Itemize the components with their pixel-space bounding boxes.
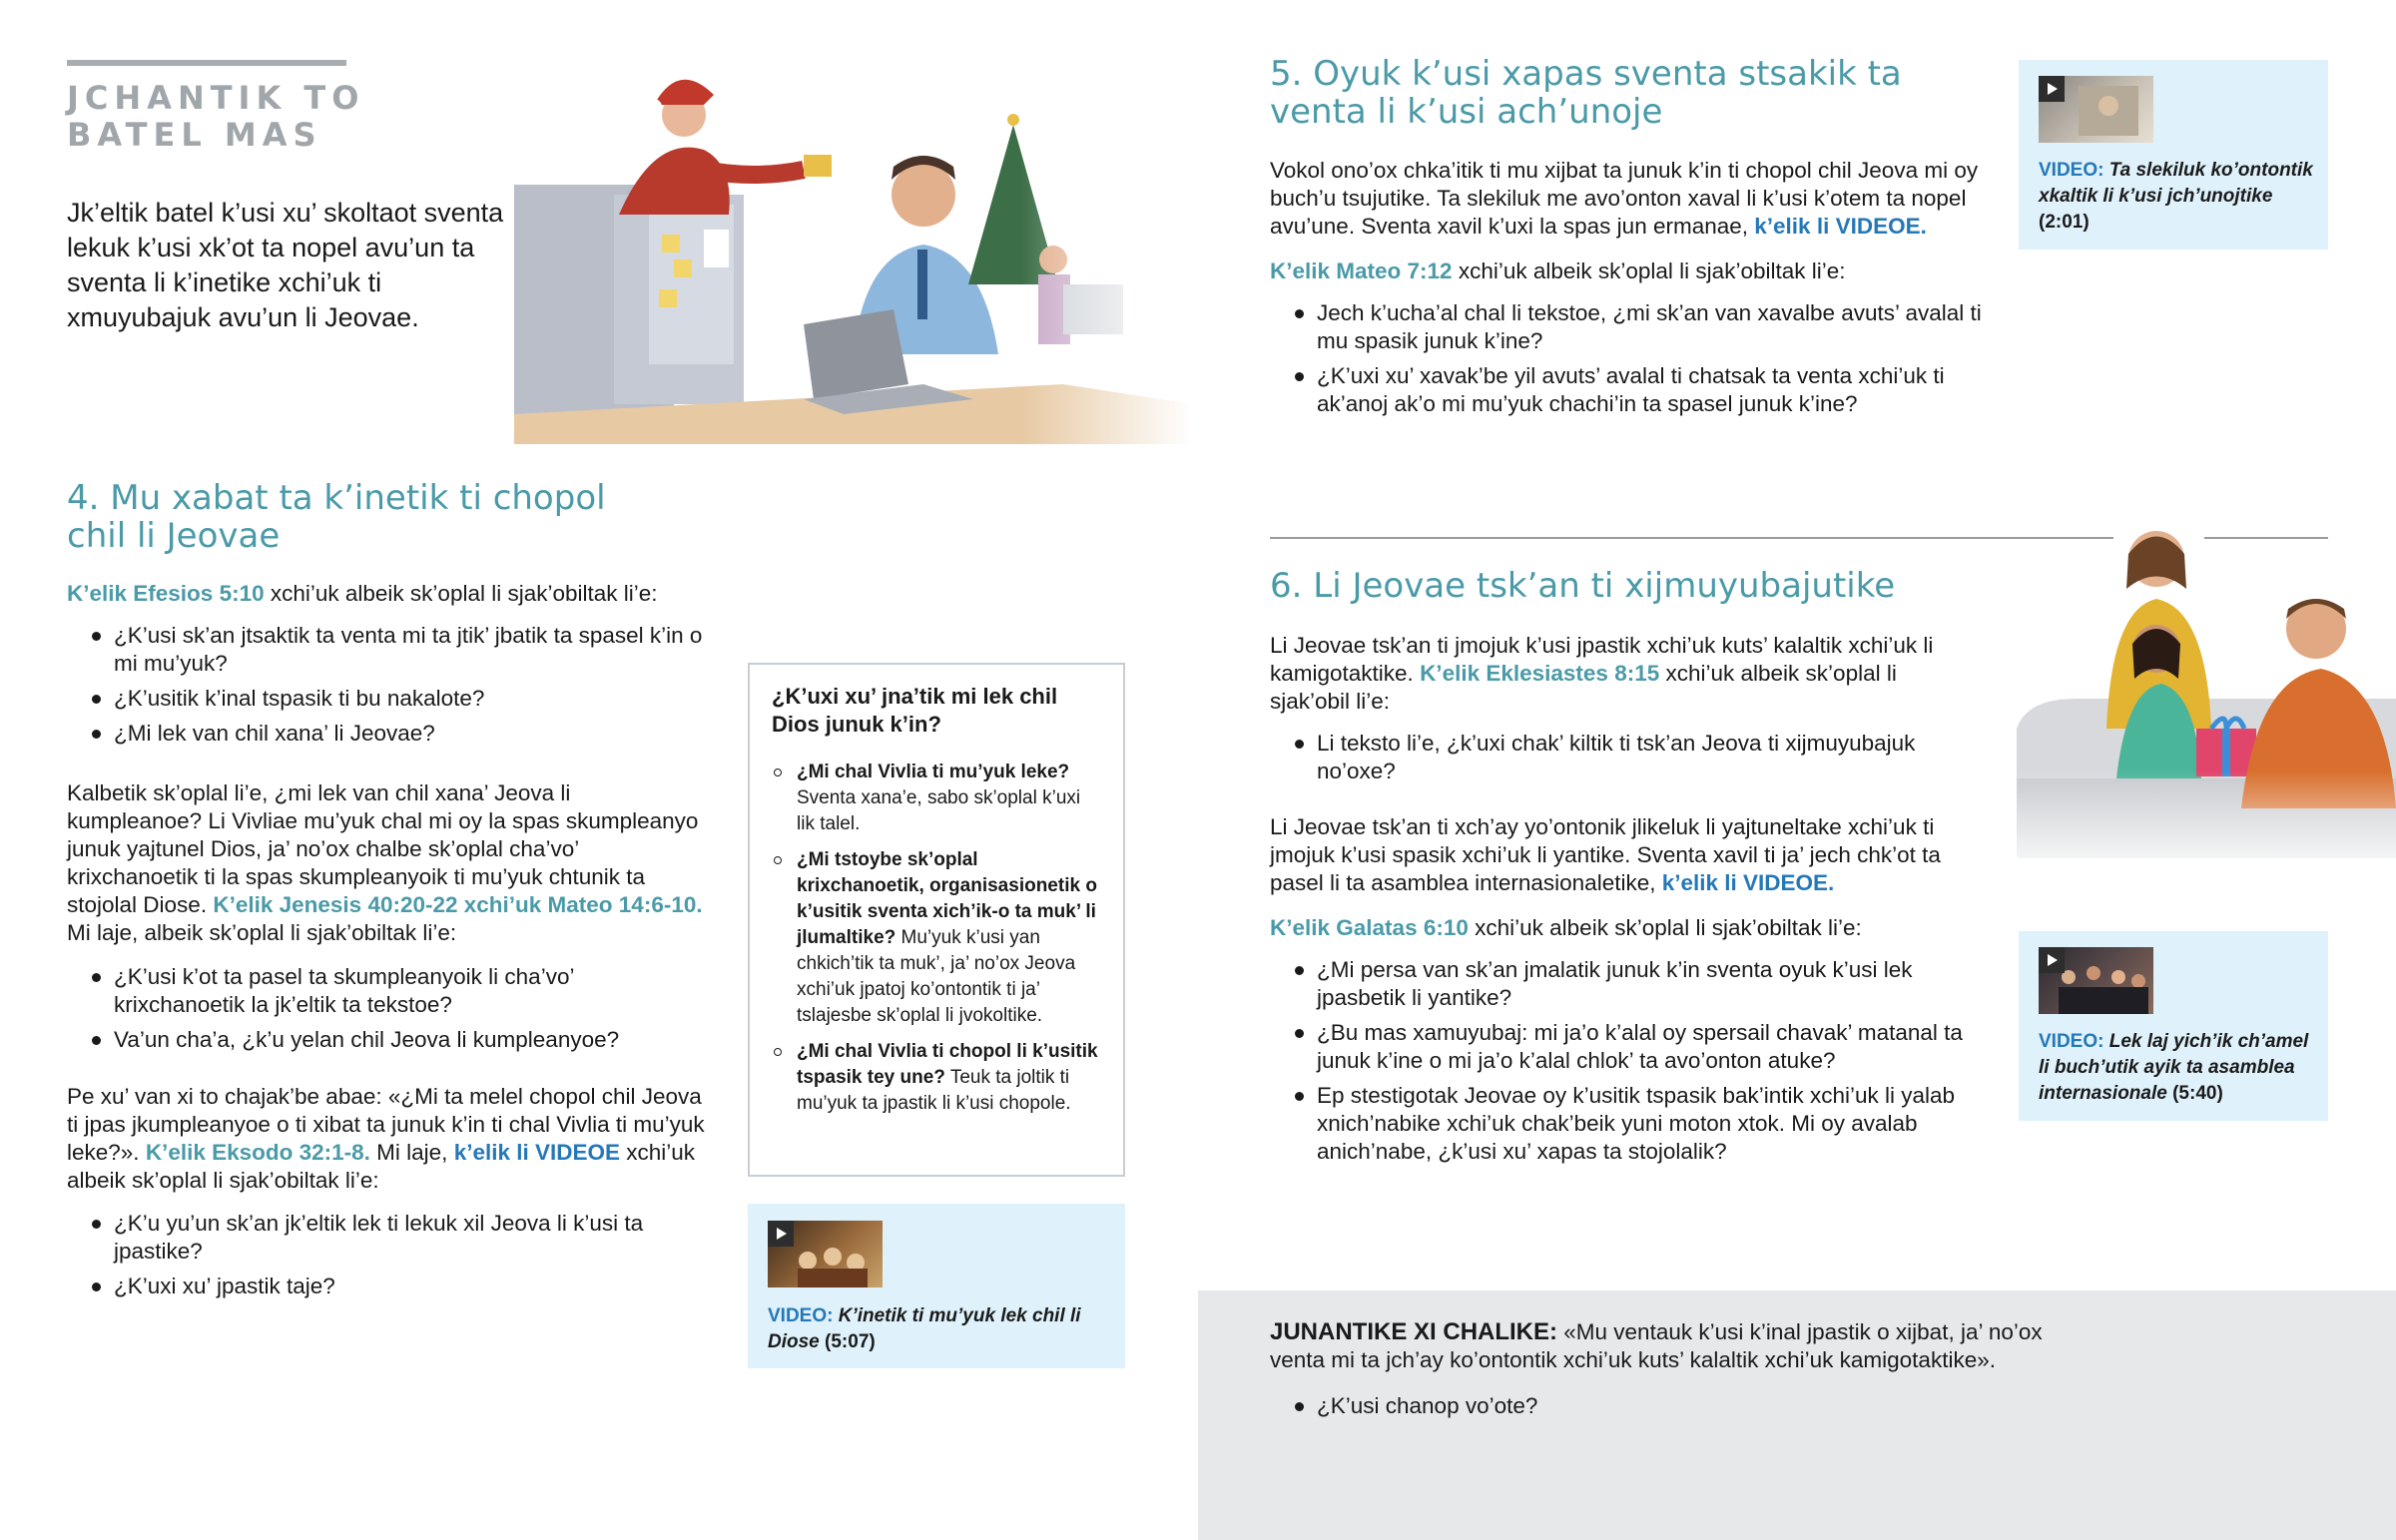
section6-read2-text: xchi’uk albeik sk’oplal li sjak’obiltak li’e: xyxy=(1468,915,1862,940)
sidebox-item-answer: Sventa xana’e, sabo sk’oplal k’uxi lik talel. xyxy=(797,787,1081,834)
section4-read1-ref[interactable]: K’elik Efesios 5:10 xyxy=(67,581,265,606)
section4-bullets2 xyxy=(67,963,706,1061)
section4-read2-ref[interactable]: K’elik Jenesis 40:20-22 xchi’uk Mateo 14:6-10. xyxy=(213,892,703,917)
summary-label: JUNANTIKE XI CHALIKE: xyxy=(1270,1318,1558,1345)
list-item: ¿K’u yu’un sk’an jk’eltik lek ti lekuk xil Jeova li k’usi ta jpastike? xyxy=(67,1210,706,1266)
play-icon[interactable] xyxy=(2039,76,2065,102)
video-thumbnail[interactable] xyxy=(2039,947,2153,1014)
sidebox-item-answer: Teuk ta joltik ti mu’yuk ta jpastik li k’usi chopole. xyxy=(797,1067,1071,1114)
intro-text: Jk’eltik batel k’usi xu’ skoltaot sventa lekuk k’usi xk’ot ta nopel avu’un ta sventa li k’inetike xchi’uk ti xmuyubajuk avu’un li Jeovae. xyxy=(67,198,504,332)
intro-title-rule xyxy=(67,60,346,66)
list-item: ¿K’usitik k’inal tspasik ti bu nakalote? xyxy=(67,685,706,713)
list-item: ¿Mi lek van chil xana’ li Jeovae? xyxy=(67,720,706,748)
section5-video-link[interactable]: k’elik li VIDEOE. xyxy=(1754,214,1927,239)
section-divider xyxy=(1270,537,2113,539)
section6-video-link[interactable]: k’elik li VIDEOE. xyxy=(1661,870,1835,895)
sidebox-title: ¿K’uxi xu’ jna’tik mi lek chil Dios junuk k’in? xyxy=(772,684,1058,737)
list-item: Li teksto li’e, ¿k’uxi chak’ kiltik ti tsk’an Jeova ti xijmuyubajuk no’oxe? xyxy=(1270,730,1969,785)
summary-text xyxy=(1270,1318,2089,1374)
section4-para3 xyxy=(67,1083,706,1195)
section6-bullets2 xyxy=(1270,956,1974,1173)
sidebox xyxy=(748,663,1125,1177)
video-label: VIDEO: xyxy=(768,1305,834,1326)
section6-para1 xyxy=(1270,632,1969,716)
section4-para3-text-c: xchi’uk albeik sk’oplal li sjak’obiltak li’e: xyxy=(67,1140,696,1193)
play-icon[interactable] xyxy=(2039,947,2065,973)
section4-para3-text-a: Pe xu’ van xi to chajak’be abae: «¿Mi ta melel chopol chil Jeova ti jpas jkumpleanyoe o ti xibat ta junuk k’in ti chal Vivlia ti mu’yuk leke?». xyxy=(67,1084,705,1165)
section4-bullets1 xyxy=(67,622,706,755)
video-caption xyxy=(2039,1029,2323,1107)
intro-title xyxy=(67,80,364,154)
video-duration: (5:40) xyxy=(2172,1083,2223,1104)
section5-read-ref[interactable]: K’elik Mateo 7:12 xyxy=(1270,258,1453,283)
section4-heading: 4. Mu xabat ta k’inetik ti chopol chil li Jeovae xyxy=(67,478,606,556)
intro-title-line1: JCHANTIK TO xyxy=(67,79,365,117)
section4-read3-ref[interactable]: K’elik Eksodo 32:1-8. xyxy=(145,1140,370,1165)
section5-para1-text: Vokol ono’ox chka’itik ti mu xijbat ta junuk k’in ti chopol chil Jeova mi oy buch’u tsujutike. Ta slekiluk me avo’onton xaval li k’usi k’otem ta nopel avu’une. Sventa xavil k’uxi la spas jun ermanae, xyxy=(1270,158,1979,239)
section6-para2 xyxy=(1270,813,1969,897)
section5-read xyxy=(1270,257,1984,285)
list-item: ¿K’usi chanop vo’ote? xyxy=(1270,1392,2089,1420)
section6-read2-ref[interactable]: K’elik Galatas 6:10 xyxy=(1270,915,1469,940)
section4-bullets3 xyxy=(67,1210,706,1307)
section6-para2-text: Li Jeovae tsk’an ti xch’ay yo’ontonik jlikeluk li yajtuneltake xchi’uk ti jmojuk k’usi spasik xchi’uk li yantike. Sventa xavil ti ja’ jech chk’ot ta pasel li ta asamblea internasionaletike, xyxy=(1270,814,1941,895)
intro-title-line2: BATEL MAS xyxy=(67,116,322,154)
list-item: Va’un cha’a, ¿k’u yelan chil Jeova li kumpleanyoe? xyxy=(67,1026,706,1054)
video-caption xyxy=(768,1303,1107,1355)
summary-quote: «Mu ventauk k’usi k’inal jpastik o xijbat, ja’ no’ox venta mi ta jch’ay ko’ontontik xchi’uk kuts’ kalaltik xchi’uk kamigotaktike». xyxy=(1270,1319,2043,1372)
list-item: ¿K’uxi xu’ xavak’be yil avuts’ avalal ti chatsak ta venta xchi’uk ti ak’anoj ak’o mi mu’yuk chachi’in ta spasel junuk k’ine? xyxy=(1270,362,1984,418)
section4-para2-text: Kalbetik sk’oplal li’e, ¿mi lek van chil xana’ Jeova li kumpleanoe? Li Vivliae mu’yuk chal mi oy la spas skumpleanyo junuk yajtunel Dios, ja’ no’ox chalbe sk’oplal cha’vo’ krixchanoetik ti la spas skumpleanyoik ti mu’yuk chtunik ta stojolal Diose. xyxy=(67,780,699,917)
sidebox-list xyxy=(772,760,1101,1127)
list-item: ¿Mi persa van sk’an jmalatik junuk k’in sventa oyuk k’usi lek jpasbetik li yantike? xyxy=(1270,956,1974,1012)
video-caption xyxy=(2039,158,2313,236)
sidebox-item-answer: Mu’yuk k’usi yan chkich’tik ta muk’, ja’ no’ox Jeova xchi’uk jpatoj ko’ontontik ti ja’ tslajesbe sk’oplal li jvokoltike. xyxy=(797,927,1076,1026)
section6-bullets1 xyxy=(1270,730,1969,792)
video-label: VIDEO: xyxy=(2039,160,2104,181)
list-item: ¿Bu mas xamuyubaj: mi ja’o k’alal oy spersail chavak’ matanal ta junuk k’ine o mi ja’o k’alal chlok’ ta avo’onton atuke? xyxy=(1270,1019,1974,1075)
section6-read1-text: xchi’uk albeik sk’oplal li sjak’obil li’e: xyxy=(1270,661,1897,714)
section6-read1-ref[interactable]: K’elik Eklesiastes 8:15 xyxy=(1420,661,1660,686)
list-item xyxy=(772,847,1101,1029)
play-icon[interactable] xyxy=(768,1221,794,1247)
section5-para1 xyxy=(1270,157,1984,241)
sidebox-item-question: ¿Mi chal Vivlia ti mu’yuk leke? xyxy=(797,762,1070,782)
video-box-birthday[interactable] xyxy=(748,1204,1125,1368)
section5-read-text: xchi’uk albeik sk’oplal li sjak’obiltak li’e: xyxy=(1452,258,1846,283)
sidebox-item-question: ¿Mi tstoybe sk’oplal krixchanoetik, organisasionetik o k’usitik sventa xich’ik-o ta muk’ li jlumaltike? xyxy=(797,849,1097,948)
list-item: ¿K’usi k’ot ta pasel ta skumpleanyoik li cha’vo’ krixchanoetik la jk’eltik ta tekstoe? xyxy=(67,963,706,1019)
video-title[interactable]: Lek laj yich’ik ch’amel li buch’utik ayik ta asamblea internasionale xyxy=(2039,1031,2309,1104)
list-item xyxy=(772,1039,1101,1117)
list-item: ¿K’usi sk’an jtsaktik ta venta mi ta jtik’ jbatik ta spasel k’in o mi mu’yuk? xyxy=(67,622,706,678)
video-label: VIDEO: xyxy=(2039,1031,2104,1052)
section4-read1-text: xchi’uk albeik sk’oplal li sjak’obiltak li’e: xyxy=(264,581,658,606)
video-title[interactable]: Ta slekiluk ko’ontontik xkaltik li k’usi jch’unojtike xyxy=(2039,160,2313,207)
section6-read2 xyxy=(1270,914,1969,942)
list-item: Ep stestigotak Jeovae oy k’usitik tspasik bak’intik xchi’uk li yalab xnich’nabike xchi’uk chak’beik yuni moton xtok. Mi oy avalab anich’nabe, ¿k’usi xu’ xapas ta stojolalik? xyxy=(1270,1082,1974,1166)
office-party-illustration xyxy=(504,55,1193,444)
section5-heading: 5. Oyuk k’usi xapas sventa stsakik ta venta li k’usi ach’unoje xyxy=(1270,54,1902,132)
section6-para1-text: Li Jeovae tsk’an ti jmojuk k’usi jpastik xchi’uk kuts’ kalaltik xchi’uk li kamigotaktike. xyxy=(1270,633,1934,686)
section4-video-link[interactable]: k’elik li VIDEOE xyxy=(453,1140,621,1165)
summary-bullets xyxy=(1270,1392,2089,1427)
video-duration: (5:07) xyxy=(825,1331,876,1352)
family-gift-illustration xyxy=(2017,519,2396,878)
section4-read2-text: Mi laje, albeik sk’oplal li sjak’obiltak li’e: xyxy=(67,920,457,945)
section4-read1 xyxy=(67,580,706,608)
video-box-convention[interactable] xyxy=(2019,931,2328,1121)
summary-panel xyxy=(1198,1290,2396,1540)
video-thumbnail[interactable] xyxy=(2039,76,2153,143)
list-item: Jech k’ucha’al chal li tekstoe, ¿mi sk’an van xavalbe avuts’ avalal ti mu spasik junuk k’ine? xyxy=(1270,299,1984,355)
section5-bullets xyxy=(1270,299,1984,425)
video-box-courage[interactable] xyxy=(2019,60,2328,250)
section4-para3-text-b: Mi laje, xyxy=(369,1140,454,1165)
section6-heading: 6. Li Jeovae tsk’an ti xijmuyubajutike xyxy=(1270,566,1896,606)
video-duration: (2:01) xyxy=(2039,212,2090,233)
sidebox-item-question: ¿Mi chal Vivlia ti chopol li k’usitik tspasik tey une? xyxy=(797,1041,1098,1088)
list-item xyxy=(772,760,1101,837)
section4-para2 xyxy=(67,779,706,947)
video-thumbnail[interactable] xyxy=(768,1221,883,1287)
video-title[interactable]: K’inetik ti mu’yuk lek chil li Diose xyxy=(768,1305,1081,1352)
list-item: ¿K’uxi xu’ jpastik taje? xyxy=(67,1273,706,1300)
